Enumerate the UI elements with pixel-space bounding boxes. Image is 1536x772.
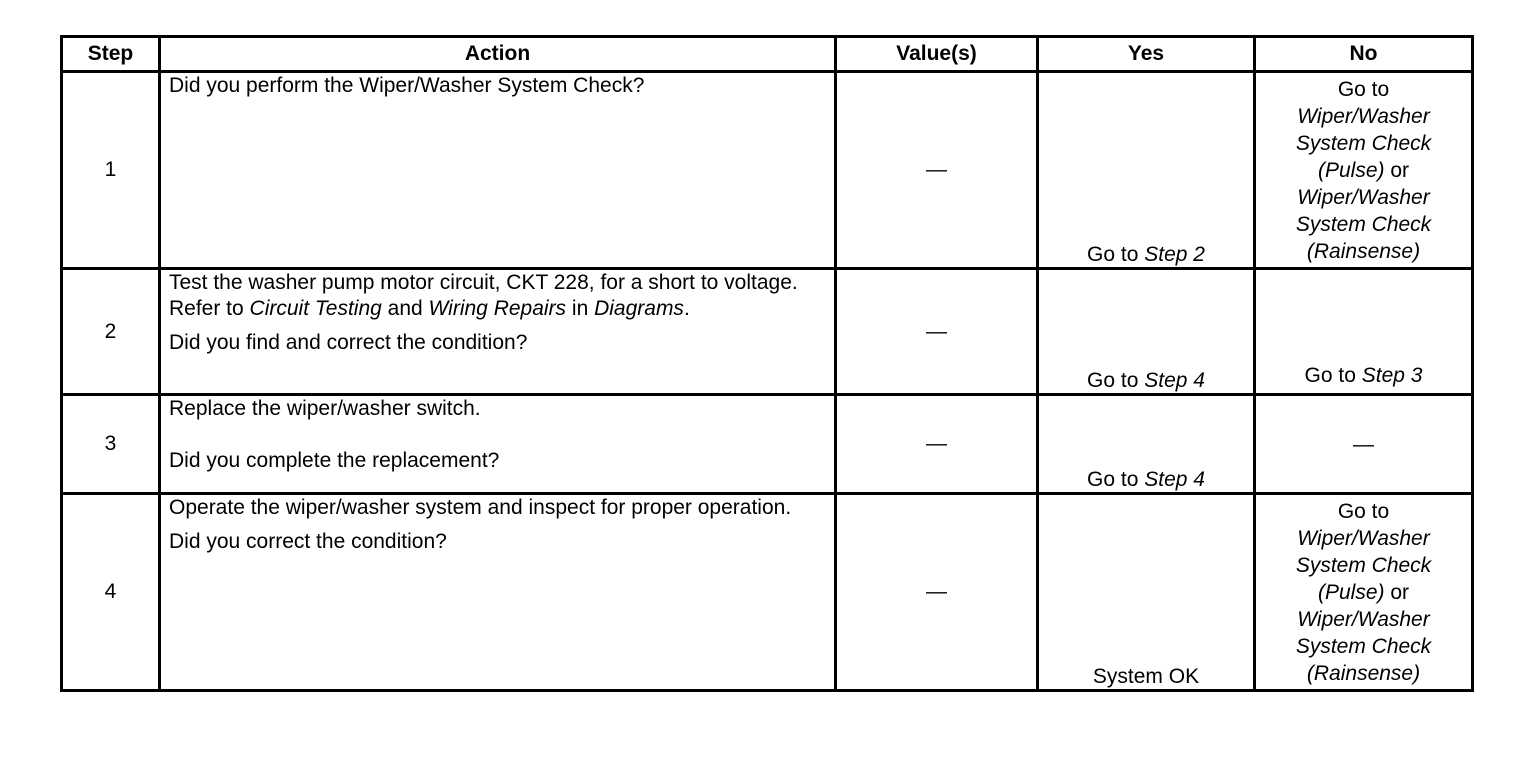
step-number: 4 [62,494,160,691]
table-row [62,395,1473,494]
table-row [62,269,1473,395]
header-action: Action [160,37,836,72]
no-goto: Go to [1337,499,1390,523]
diagnostic-table [60,35,1474,692]
yes-prefix: Go to [1087,369,1145,392]
no-prefix: Go to [1304,364,1362,387]
header-row [62,37,1473,72]
action-text: Did you perform the Wiper/Washer System Check? [169,74,645,97]
action-cell [160,494,836,691]
action-question: Did you find and correct the condition? [169,331,528,354]
table-row [62,494,1473,691]
no-step-ref: Step 3 [1361,364,1423,387]
action-ref-wiring-repairs: Wiring Repairs [428,297,567,320]
action-text-in: in [566,297,595,320]
no-ref-pulse-mod: (Pulse) [1317,580,1385,604]
value-cell: — [836,494,1038,691]
header-step: Step [62,37,160,72]
yes-prefix: Go to [1087,243,1145,266]
action-text-and: and [381,297,429,320]
no-or: or [1384,158,1410,182]
header-values: Value(s) [836,37,1038,72]
no-ref-pulse-check: Wiper/Washer System Check [1295,104,1432,155]
yes-cell: System OK [1038,494,1255,691]
action-ref-circuit-testing: Circuit Testing [249,297,382,320]
action-text: Test the washer pump motor circuit, CKT 228, for a short to voltage. Refer to [169,271,798,320]
no-ref-rainsense-check: Wiper/Washer System Check [1295,185,1432,236]
action-question: Did you correct the condition? [169,530,447,553]
yes-cell [1038,269,1255,395]
no-ref-pulse-check: Wiper/Washer System Check [1295,526,1432,577]
yes-step-ref: Step 2 [1144,243,1205,266]
value-cell: — [836,72,1038,269]
no-ref-rainsense-mod: (Rainsense) [1306,661,1421,685]
value-cell: — [836,395,1038,494]
no-ref-rainsense-mod: (Rainsense) [1306,239,1421,263]
action-text: Replace the wiper/washer switch. [169,397,481,420]
value-cell: — [836,269,1038,395]
no-cell [1255,269,1473,395]
step-number: 3 [62,395,160,494]
table-row [62,72,1473,269]
no-or: or [1384,580,1410,604]
action-question: Did you complete the replacement? [169,449,500,472]
no-cell [1255,72,1473,269]
no-cell: — [1255,395,1473,494]
yes-prefix: Go to [1087,468,1145,491]
step-number: 2 [62,269,160,395]
yes-cell [1038,395,1255,494]
no-ref-pulse-mod: (Pulse) [1317,158,1385,182]
yes-cell [1038,72,1255,269]
action-cell [160,72,836,269]
action-text-end: . [683,297,690,320]
action-ref-diagrams: Diagrams [594,297,684,320]
header-no: No [1255,37,1473,72]
yes-step-ref: Step 4 [1144,468,1205,491]
yes-step-ref: Step 4 [1144,369,1205,392]
no-ref-rainsense-check: Wiper/Washer System Check [1295,607,1432,658]
action-cell [160,269,836,395]
header-yes: Yes [1038,37,1255,72]
no-goto: Go to [1337,77,1390,101]
no-cell [1255,494,1473,691]
action-text: Operate the wiper/washer system and inspect for proper operation. [169,496,792,519]
step-number: 1 [62,72,160,269]
action-cell [160,395,836,494]
